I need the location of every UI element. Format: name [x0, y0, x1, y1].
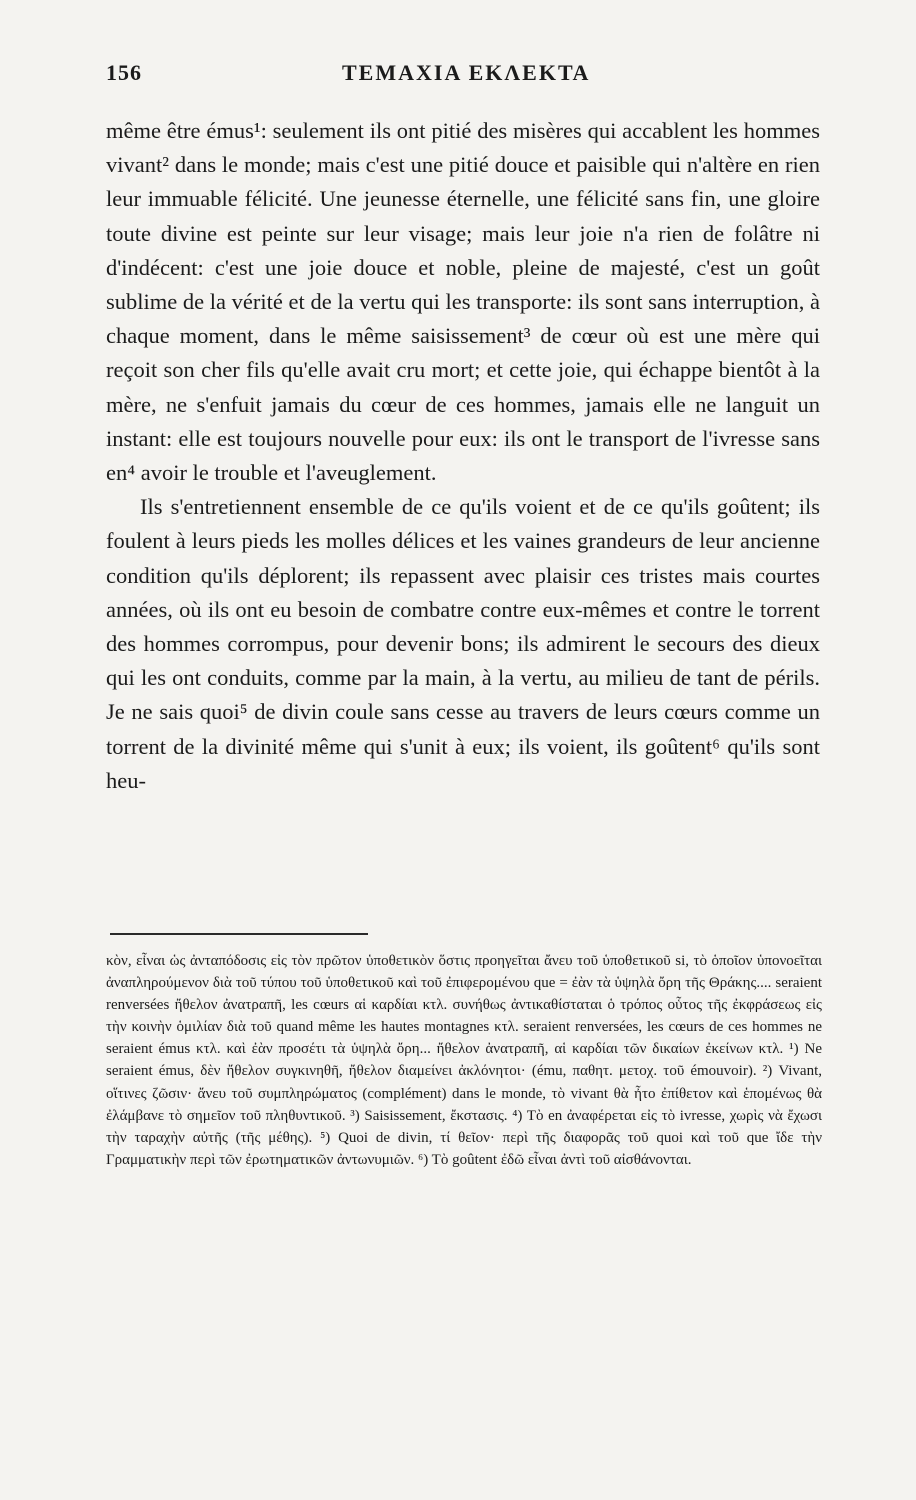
- footnote-text: κὸν, εἶναι ὡς ἀνταπόδοσις εἰς τὸν πρῶτον ὑποθετικὸν ὅστις προηγεῖται ἄνευ τοῦ ὑποθετικοῦ si, τὸ ὁποῖον ὑπονοεῖται ἀναπληρούμενον διὰ τοῦ τύπου τοῦ ὑποθετικοῦ καὶ τοῦ ἐπιφερομένου que = ἐὰν τὰ ὑψηλὰ ὄρη τῆς Θράκης.... seraient renversées ἤθελον ἀνατραπῆ, les cœurs αἱ καρδίαι κτλ. συνήθως ἀντικαθίσταται ὁ τρόπος οὗτος τῆς ἐκφράσεως εἰς τὴν κοινὴν ὁμιλίαν διὰ τοῦ quand même les hautes montagnes κτλ. seraient renversées, les cœurs de ces hommes ne seraient émus κτλ. καὶ ἐὰν προσέτι τὰ ὑψηλὰ ὄρη... ἤθελον ἀνατραπῆ, αἱ καρδίαι τῶν δικαίων ἐκείνων κτλ. ¹) Ne seraient émus, δὲν ἤθελον συγκινηθῆ, ἤθελον διαμείνει ἀκλόνητοι· (ému, παθητ. μετοχ. τοῦ émouvoir). ²) Vivant, οἵτινες ζῶσιν· ἄνευ τοῦ συμπληρώματος (complément) dans le monde, τὸ vivant θὰ ἦτο ἐπίθετον καὶ ἑπομένως θὰ ἐλάμβανε τὸ σημεῖον τοῦ πληθυντικοῦ. ³) Saisissement, ἔκστασις. ⁴) Τὸ en ἀναφέρεται εἰς τὸ ivresse, χωρὶς νὰ ἔχωσι τὴν ταραχὴν αὐτῆς (τῆς μέθης). ⁵) Quoi de divin, τί θεῖον· περὶ τῆς διαφορᾶς τοῦ quoi καὶ τοῦ que ἴδε τὴν Γραμματικὴν περὶ τῶν ἐρωτηματικῶν ἀντωνυμιῶν. ⁶) Τὸ goûtent ἐδῶ εἶναι ἀντὶ τοῦ αἰσθάνονται.: [106, 953, 822, 1168]
- footnote-divider: [110, 933, 368, 935]
- page-number: 156: [106, 60, 142, 85]
- paragraph-2: Ils s'entretiennent ensemble de ce qu'ils voient et de ce qu'ils goûtent; ils foulent à leurs pieds les molles délices et les vaines grandeurs de leur ancienne condition qu'ils déplorent; ils repassent avec plaisir ces tristes mais courtes années, où ils ont eu besoin de combatre contre eux-mêmes et contre le torrent des hommes corrompus, pour devenir bons; ils admirent le secours des dieux qui les ont conduits, comme par la main, à la vertu, au milieu de tant de périls. Je ne sais quoi⁵ de divin coule sans cesse au travers de leurs cœurs comme un torrent de la divinité même qui s'unit à eux; ils voient, ils goûtent⁶ qu'ils sont heu-: [106, 494, 820, 793]
- paragraph-1: même être émus¹: seulement ils ont pitié des misères qui accablent les hommes vivant² dans le monde; mais c'est une pitié douce et paisible qui n'altère en rien leur immuable félicité. Une jeunesse éternelle, une félicité sans fin, une gloire toute divine est peinte sur leur visage; mais leur joie n'a rien de folâtre ni d'indécent: c'est une joie douce et noble, pleine de majesté, c'est un goût sublime de la vérité et de la vertu qui les transporte: ils sont sans interruption, à chaque moment, dans le même saisissement³ de cœur où est une mère qui reçoit son cher fils qu'elle avait cru mort; et cette joie, qui échappe bientôt à la mère, ne s'enfuit jamais du cœur de ces hommes, jamais elle ne languit un instant: elle est toujours nouvelle pour eux: ils ont le transport de l'ivresse sans en⁴ avoir le trouble et l'aveuglement.: [106, 118, 820, 486]
- footnotes: [106, 950, 822, 1171]
- main-text: [106, 114, 820, 798]
- running-title: ΤΕΜΑΧΙΑ ΕΚΛΕΚΤΑ: [342, 60, 591, 85]
- page-header: [106, 60, 818, 90]
